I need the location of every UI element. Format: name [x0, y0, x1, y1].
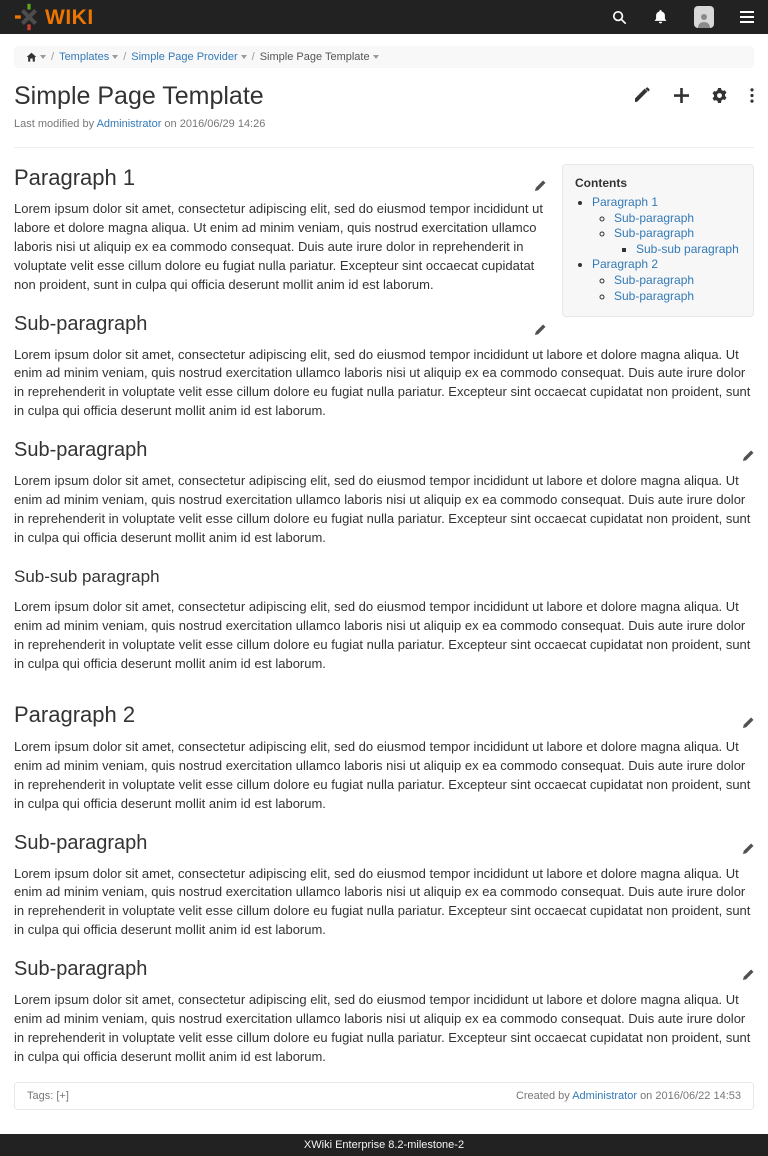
- list-item: [614, 211, 741, 226]
- list-item: [592, 195, 741, 257]
- home-icon: [26, 52, 37, 63]
- settings-gear-icon[interactable]: [712, 88, 727, 103]
- page-title: Simple Page Template: [14, 82, 264, 110]
- modified-by-user-link[interactable]: Administrator: [96, 117, 162, 130]
- section-body: Lorem ipsum dolor sit amet, consectetur adipiscing elit, sed do eiusmod tempor incididunt ut labore et dolore magna aliqua. Ut enim ad minim veniam, quis nostrud exercitation ullamco laboris nisi ut aliquip ex ea commodo consequat. Duis aute irure dolor in reprehenderit in voluptate velit esse cillum dolore eu fugiat nulla pariatur. Excepteur sint occaecat cupidatat non proident, sunt in culpa qui officia deserunt mollit anim id est laborum.: [14, 346, 751, 419]
- contents-panel: [562, 164, 754, 318]
- section-edit-pencil-icon[interactable]: [534, 169, 546, 201]
- xwiki-logo-x-icon: [14, 3, 44, 31]
- list-item: [614, 273, 741, 288]
- section-heading-paragraph-1: Paragraph 1: [14, 162, 754, 194]
- section-edit-pencil-icon[interactable]: [742, 442, 754, 471]
- toc-link-sub-paragraph[interactable]: Sub-paragraph: [614, 288, 695, 303]
- version-bar: [0, 1134, 768, 1156]
- page-content: [14, 162, 754, 1067]
- more-actions-kebab-icon[interactable]: [750, 88, 754, 103]
- created-by-line: Created by Administrator on 2016/06/22 14:53: [515, 1090, 741, 1103]
- list-item: [614, 289, 741, 304]
- document-footer: [14, 1082, 754, 1110]
- chevron-down-icon: [112, 55, 118, 59]
- chevron-down-icon: [241, 55, 247, 59]
- breadcrumb-simple-page-provider[interactable]: [131, 51, 246, 63]
- section-body: Lorem ipsum dolor sit amet, consectetur adipiscing elit, sed do eiusmod tempor incididunt ut labore et dolore magna aliqua. Ut enim ad minim veniam, quis nostrud exercitation ullamco laboris nisi ut aliquip ex ea commodo consequat. Duis aute irure dolor in reprehenderit in voluptate velit esse cillum dolore eu fugiat nulla pariatur. Excepteur sint occaecat cupidatat non proident, sunt in culpa qui officia deserunt mollit anim id est laborum.: [14, 599, 751, 671]
- avatar[interactable]: [694, 6, 714, 28]
- title-divider: [14, 147, 754, 148]
- toc-link-sub-sub-paragraph[interactable]: Sub-sub paragraph: [636, 241, 739, 256]
- chevron-down-icon: [373, 55, 379, 59]
- created-by-user-link[interactable]: Administrator: [572, 1090, 637, 1103]
- xwiki-logo[interactable]: [14, 3, 94, 31]
- tags-area: [27, 1090, 69, 1102]
- section-heading-sub-paragraph: Sub-paragraph: [14, 310, 754, 339]
- toc-link-paragraph-2[interactable]: Paragraph 2: [592, 257, 659, 272]
- list-item: [592, 257, 741, 303]
- list-item: [636, 242, 741, 257]
- breadcrumb-current-label: Simple Page Template: [259, 51, 370, 63]
- edit-button[interactable]: [635, 87, 651, 103]
- breadcrumb-link[interactable]: Templates: [59, 51, 110, 63]
- section-edit-pencil-icon[interactable]: [534, 316, 546, 345]
- menu-icon[interactable]: [740, 11, 754, 23]
- last-modified-line: Last modified by Administrator on 2016/06/29 14:26: [14, 117, 266, 130]
- section-body: Lorem ipsum dolor sit amet, consectetur adipiscing elit, sed do eiusmod tempor incididunt ut labore et dolore magna aliqua. Ut enim ad minim veniam, quis nostrud exercitation ullamco laboris nisi ut aliquip ex ea commodo consequat. Duis aute irure dolor in reprehenderit in voluptate velit esse cillum dolore eu fugiat nulla pariatur. Excepteur sint occaecat cupidatat non proident, sunt in culpa qui officia deserunt mollit anim id est laborum.: [14, 992, 751, 1064]
- create-button[interactable]: [674, 88, 689, 103]
- section-body: Lorem ipsum dolor sit amet, consectetur adipiscing elit, sed do eiusmod tempor incididunt ut labore et dolore magna aliqua. Ut enim ad minim veniam, quis nostrud exercitation ullamco laboris nisi ut aliquip ex ea commodo consequat. Duis aute irure dolor in reprehenderit in voluptate velit esse cillum dolore eu fugiat nulla pariatur. Excepteur sint occaecat cupidatat non proident, sunt in culpa qui officia deserunt mollit anim id est laborum.: [14, 201, 543, 292]
- toc-link-sub-paragraph[interactable]: Sub-paragraph: [614, 210, 695, 225]
- breadcrumb: / Templates / Simple Page Provider / Simple Page Template: [14, 46, 754, 68]
- add-tag-button[interactable]: [+]: [56, 1090, 69, 1103]
- section-heading-sub-sub-paragraph: Sub-sub paragraph: [14, 567, 160, 587]
- toc-link-sub-paragraph[interactable]: Sub-paragraph: [614, 273, 695, 288]
- section-body: Lorem ipsum dolor sit amet, consectetur adipiscing elit, sed do eiusmod tempor incididunt ut labore et dolore magna aliqua. Ut enim ad minim veniam, quis nostrud exercitation ullamco laboris nisi ut aliquip ex ea commodo consequat. Duis aute irure dolor in reprehenderit in voluptate velit esse cillum dolore eu fugiat nulla pariatur. Excepteur sint occaecat cupidatat non proident, sunt in culpa qui officia deserunt mollit anim id est laborum.: [14, 472, 751, 545]
- toc-link-paragraph-1[interactable]: Paragraph 1: [592, 194, 659, 209]
- section-body: Lorem ipsum dolor sit amet, consectetur adipiscing elit, sed do eiusmod tempor incididunt ut labore et dolore magna aliqua. Ut enim ad minim veniam, quis nostrud exercitation ullamco laboris nisi ut aliquip ex ea commodo consequat. Duis aute irure dolor in reprehenderit in voluptate velit esse cillum dolore eu fugiat nulla pariatur. Excepteur sint occaecat cupidatat non proident, sunt in culpa qui officia deserunt mollit anim id est laborum.: [14, 865, 751, 938]
- avatar-image: [694, 6, 714, 28]
- breadcrumb-current-page[interactable]: [260, 51, 379, 63]
- search-icon[interactable]: [612, 10, 627, 25]
- section-heading-paragraph-2: Paragraph 2: [14, 699, 754, 731]
- top-navbar: [0, 0, 768, 34]
- section-edit-pencil-icon[interactable]: [742, 835, 754, 864]
- list-item: [614, 226, 741, 256]
- section-edit-pencil-icon[interactable]: [742, 961, 754, 990]
- brand-text: WIKI: [45, 5, 94, 29]
- toc-link-sub-paragraph[interactable]: Sub-paragraph: [614, 226, 695, 241]
- version-text: XWiki Enterprise 8.2-milestone-2: [303, 1139, 465, 1152]
- breadcrumb-link[interactable]: Simple Page Provider: [131, 51, 238, 63]
- bell-icon[interactable]: [653, 9, 668, 25]
- breadcrumb-templates[interactable]: [59, 51, 118, 63]
- breadcrumb-home[interactable]: [26, 52, 46, 63]
- section-edit-pencil-icon[interactable]: [742, 706, 754, 738]
- section-heading-sub-paragraph: Sub-paragraph: [14, 955, 754, 984]
- section-heading-sub-paragraph: Sub-paragraph: [14, 436, 754, 465]
- section-heading-sub-paragraph: Sub-paragraph: [14, 829, 754, 858]
- contents-title: Contents: [575, 175, 627, 190]
- chevron-down-icon: [40, 55, 46, 59]
- tags-label: Tags:: [27, 1090, 54, 1103]
- section-body: Lorem ipsum dolor sit amet, consectetur adipiscing elit, sed do eiusmod tempor incididunt ut labore et dolore magna aliqua. Ut enim ad minim veniam, quis nostrud exercitation ullamco laboris nisi ut aliquip ex ea commodo consequat. Duis aute irure dolor in reprehenderit in voluptate velit esse cillum dolore eu fugiat nulla pariatur. Excepteur sint occaecat cupidatat non proident, sunt in culpa qui officia deserunt mollit anim id est laborum.: [14, 739, 751, 811]
